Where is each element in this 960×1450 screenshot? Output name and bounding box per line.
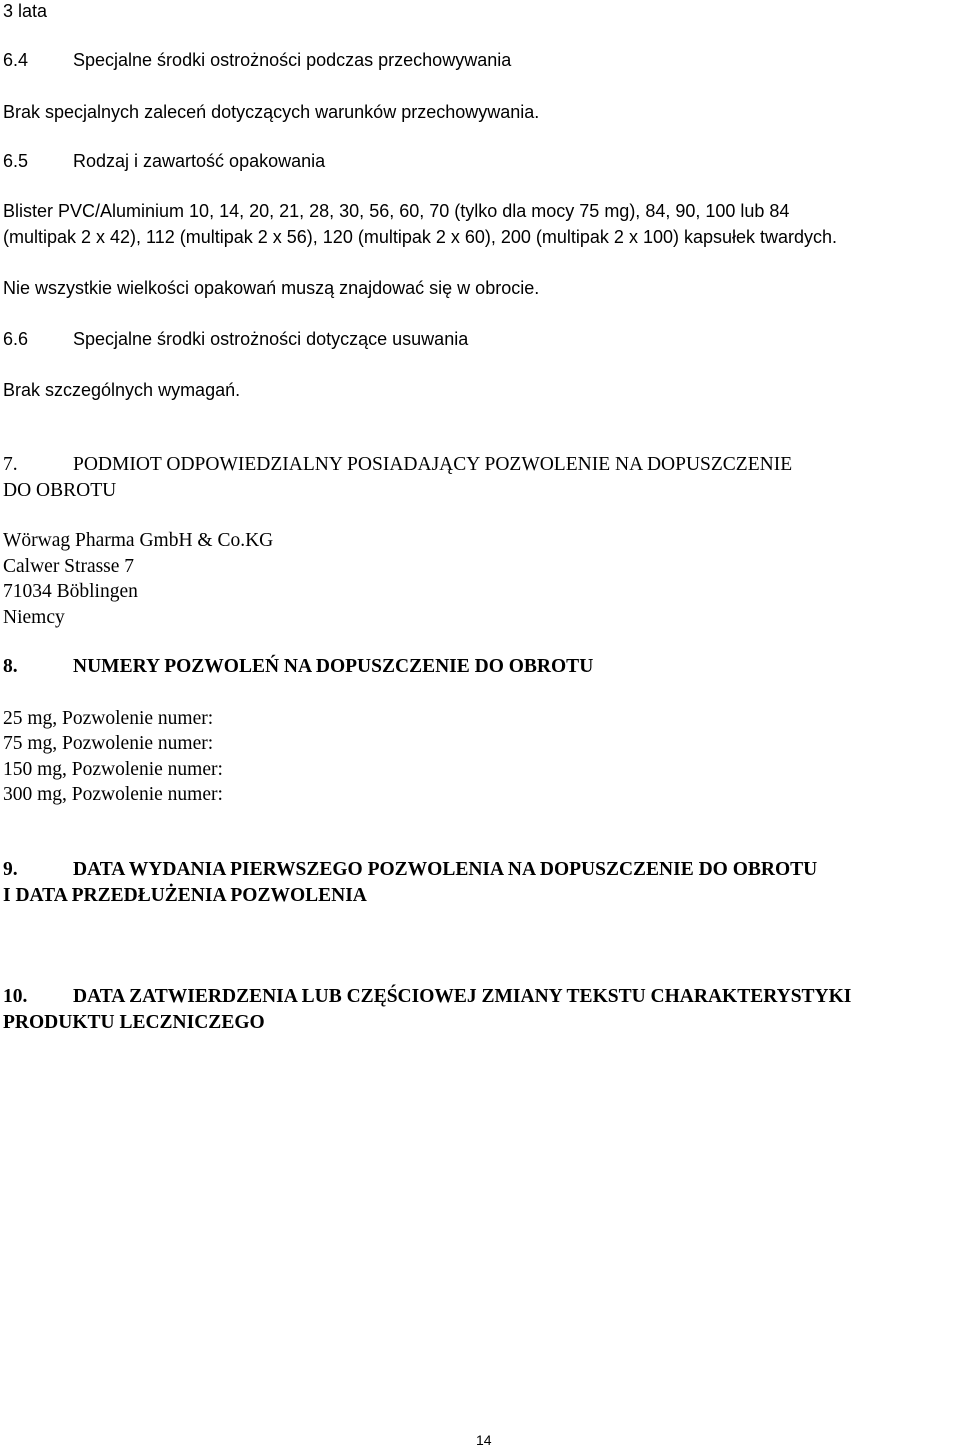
section-9-heading-line-2: I DATA PRZEDŁUŻENIA POZWOLENIA	[3, 885, 367, 906]
section-title: NUMERY POZWOLEŃ NA DOPUSZCZENIE DO OBROTU	[73, 656, 594, 677]
section-title: DATA ZATWIERDZENIA LUB CZĘŚCIOWEJ ZMIANY TEKSTU CHARAKTERYSTYKI	[73, 986, 852, 1007]
section-title: Specjalne środki ostrożności dotyczące usuwania	[73, 329, 469, 349]
section-title: DATA WYDANIA PIERWSZEGO POZWOLENIA NA DOPUSZCZENIE DO OBROTU	[73, 859, 818, 880]
section-9-heading-line-1	[3, 857, 817, 883]
section-number: 7.	[3, 454, 18, 475]
authorization-150mg: 150 mg, Pozwolenie numer:	[3, 759, 223, 780]
section-title: PODMIOT ODPOWIEDZIALNY POSIADAJĄCY POZWOLENIE NA DOPUSZCZENIE	[73, 454, 793, 475]
section-6-5-note: Nie wszystkie wielkości opakowań muszą znajdować się w obrocie.	[3, 278, 540, 298]
section-title: Specjalne środki ostrożności podczas przechowywania	[73, 50, 512, 70]
section-title: Rodzaj i zawartość opakowania	[73, 151, 326, 171]
shelf-life-value: 3 lata	[3, 1, 48, 21]
company-name: Wörwag Pharma GmbH & Co.KG	[3, 530, 274, 551]
section-number: 8.	[3, 656, 18, 677]
authorization-300mg: 300 mg, Pozwolenie numer:	[3, 784, 223, 805]
company-city: 71034 Böblingen	[3, 581, 138, 602]
section-6-6-heading	[3, 326, 468, 352]
section-10-heading-line-2: PRODUKTU LECZNICZEGO	[3, 1012, 265, 1033]
section-7-heading-line-2: DO OBROTU	[3, 480, 117, 501]
section-8-heading	[3, 654, 593, 680]
page-number: 14	[476, 1432, 492, 1448]
section-number: 9.	[3, 859, 18, 880]
section-number: 6.4	[3, 50, 29, 70]
section-6-4-heading	[3, 47, 511, 73]
company-country: Niemcy	[3, 607, 65, 628]
authorization-75mg: 75 mg, Pozwolenie numer:	[3, 733, 214, 754]
section-6-4-body: Brak specjalnych zaleceń dotyczących warunków przechowywania.	[3, 102, 540, 122]
section-number: 10.	[3, 986, 28, 1007]
section-6-6-body: Brak szczególnych wymagań.	[3, 380, 241, 400]
authorization-25mg: 25 mg, Pozwolenie numer:	[3, 708, 214, 729]
section-10-heading-line-1	[3, 984, 851, 1010]
section-6-5-body-line-1: Blister PVC/Aluminium 10, 14, 20, 21, 28, 30, 56, 60, 70 (tylko dla mocy 75 mg), 84, 90, 100 lub 84	[3, 201, 790, 221]
section-number: 6.5	[3, 151, 29, 171]
section-6-5-heading	[3, 148, 325, 174]
section-7-heading-line-1	[3, 452, 792, 478]
company-street: Calwer Strasse 7	[3, 556, 135, 577]
section-number: 6.6	[3, 329, 29, 349]
section-6-5-body-line-2: (multipak 2 x 42), 112 (multipak 2 x 56), 120 (multipak 2 x 60), 200 (multipak 2 x 100) kapsułek twardych.	[3, 227, 838, 247]
